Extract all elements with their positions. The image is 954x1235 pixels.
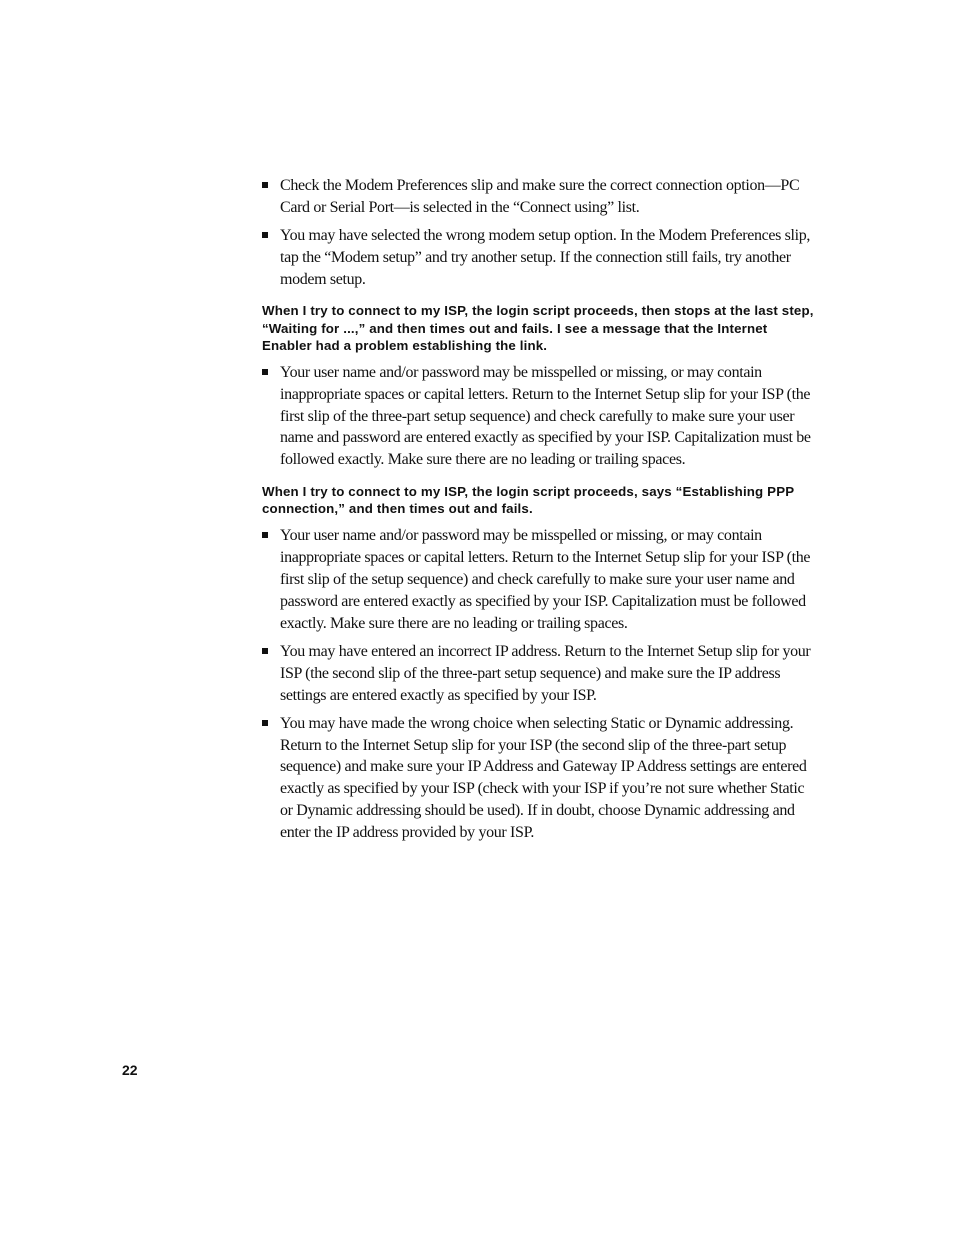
bullet-item (262, 225, 814, 290)
bullet-text: Your user name and/or password may be misspelled or missing, or may contain inappropriate spaces or capital letters. Return to the Internet Setup slip for your ISP (the first slip of the setup sequence) and check carefully to make sure your user name and password are entered exactly as specified by your ISP. Capitalization must be followed exactly. Make sure there are no leading or trailing spaces. (280, 527, 811, 632)
bullet-text: You may have made the wrong choice when selecting Static or Dynamic addressing. Return to the Internet Setup slip for your ISP (the second slip of the three-part setup sequence) and make sure your IP Address and Gateway IP Address settings are entered exactly as specified by your ISP (check with your ISP if you’re not sure whether Static or Dynamic addressing should be used). If in doubt, choose Dynamic addressing and enter the IP address provided by your ISP. (280, 714, 807, 841)
bullet-item (262, 713, 814, 844)
bullet-text: Your user name and/or password may be misspelled or missing, or may contain inappropriate spaces or capital letters. Return to the Internet Setup slip for your ISP (the first slip of the three-part setup sequence) and check carefully to make sure your user name and password are entered exactly as specified by your ISP. Capitalization must be followed exactly. Make sure there are no leading or trailing spaces. (280, 364, 811, 469)
question-heading: When I try to connect to my ISP, the login script proceeds, then stops at the last step, “Waiting for ...,” and then times out and fails. I see a message that the Internet Enabler had a problem establishing the link. (262, 303, 814, 353)
bullet-item (262, 362, 814, 471)
bullet-item (262, 175, 814, 219)
square-bullet-icon (262, 648, 268, 654)
bullet-text: You may have entered an incorrect IP address. Return to the Internet Setup slip for your ISP (the second slip of the three-part setup sequence) and make sure the IP address settings are entered exactly as specified by your ISP. (280, 642, 811, 704)
square-bullet-icon (262, 369, 268, 375)
page-number: 22 (122, 1062, 138, 1078)
bullet-text: Check the Modem Preferences slip and make sure the correct connection option—PC Card or Serial Port—is selected in the “Connect using” list. (280, 177, 800, 216)
bullet-item (262, 641, 814, 706)
square-bullet-icon (262, 720, 268, 726)
question-heading: When I try to connect to my ISP, the login script proceeds, says “Establishing PPP connection,” and then times out and fails. (262, 484, 794, 517)
page-content (262, 175, 814, 850)
square-bullet-icon (262, 232, 268, 238)
square-bullet-icon (262, 532, 268, 538)
square-bullet-icon (262, 182, 268, 188)
bullet-text: You may have selected the wrong modem setup option. In the Modem Preferences slip, tap the “Modem setup” and try another setup. If the connection still fails, try another modem setup. (280, 227, 810, 288)
bullet-item (262, 525, 814, 634)
